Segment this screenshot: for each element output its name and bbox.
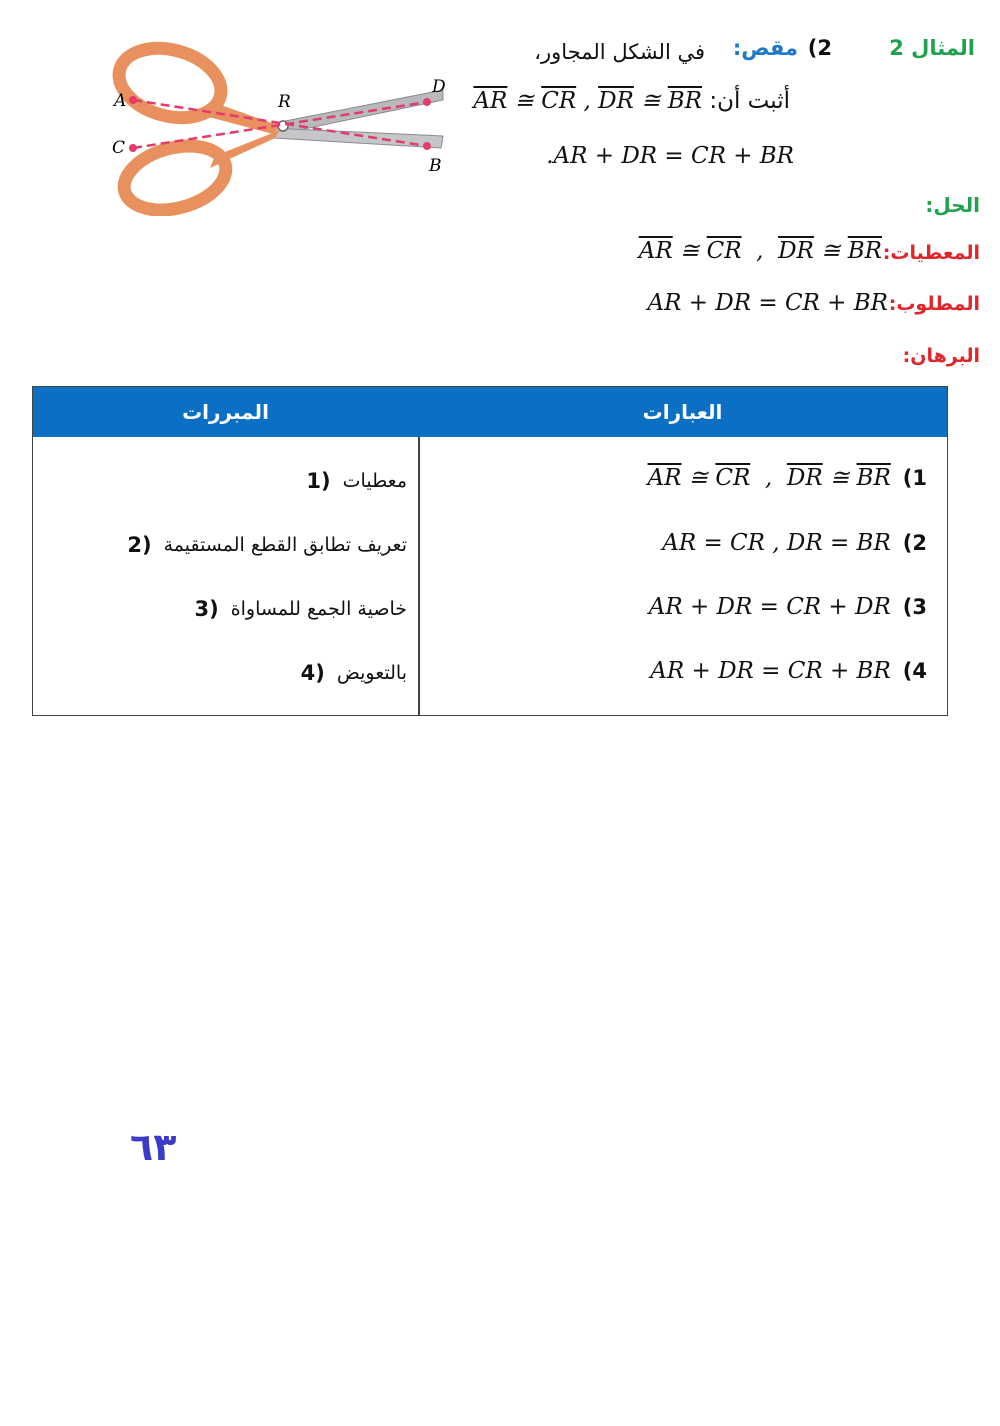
page-number: ٦٣ xyxy=(130,1125,177,1169)
proof-label: البرهان: xyxy=(902,345,980,367)
scissors-figure xyxy=(105,38,460,216)
statement-row-4: (4 AR + DR = CR + BR xyxy=(650,658,927,684)
solution-label: الحل: xyxy=(925,193,980,217)
required-label: المطلوب: xyxy=(888,293,980,315)
point-c xyxy=(129,144,137,152)
proof-table xyxy=(32,386,948,716)
example-label: المثال 2 xyxy=(889,36,975,60)
statement-row-3: (3 AR + DR = CR + DR xyxy=(648,594,927,620)
prove-intro: أثبت أن: xyxy=(709,88,790,114)
example-prove-line xyxy=(473,88,790,114)
example-topic: مقص: xyxy=(732,36,798,60)
given-value: $\overline{AR}$ ≅ $\overline{CR}$ , $\overline{DR}$ ≅ $\overline{BR}$ xyxy=(638,238,882,264)
column-divider xyxy=(418,437,420,715)
given-label: المعطيات: xyxy=(882,242,980,264)
statement-row-1: (1 $\overline{AR}$ ≅ $\overline{CR}$ , $\overline{DR}$ ≅ $\overline{BR}$ xyxy=(647,465,927,491)
reason-row-1: (1 معطيات xyxy=(306,469,407,493)
statements-header: العبارات xyxy=(418,387,947,437)
reason-row-3: (3 خاصية الجمع للمساواة xyxy=(194,597,407,621)
required-value: AR + DR = CR + BR xyxy=(647,290,888,316)
point-d xyxy=(423,98,431,106)
point-a xyxy=(129,96,137,104)
point-b xyxy=(423,142,431,150)
example-text-line1: في الشكل المجاور، xyxy=(534,40,705,64)
label-c: C xyxy=(112,138,126,158)
label-d: D xyxy=(432,77,446,97)
prove-given: $\overline{AR}$ ≅ $\overline{CR}$ , $\overline{DR}$ ≅ $\overline{BR}$ xyxy=(473,88,703,114)
label-a: A xyxy=(114,91,127,111)
upper-handle-arm xyxy=(205,103,280,134)
reason-row-2: (2 تعريف تطابق القطع المستقيمة xyxy=(127,533,407,557)
label-r: R xyxy=(278,92,291,112)
statement-row-2: (2 AR = CR , DR = BR xyxy=(662,530,927,556)
reasons-header: المبررات xyxy=(33,387,419,437)
label-b: B xyxy=(429,156,442,176)
example-number: (2 xyxy=(807,36,832,60)
reason-row-4: (4 بالتعويض xyxy=(300,661,407,685)
example-prove-statement: .AR + DR = CR + BR xyxy=(546,143,794,169)
